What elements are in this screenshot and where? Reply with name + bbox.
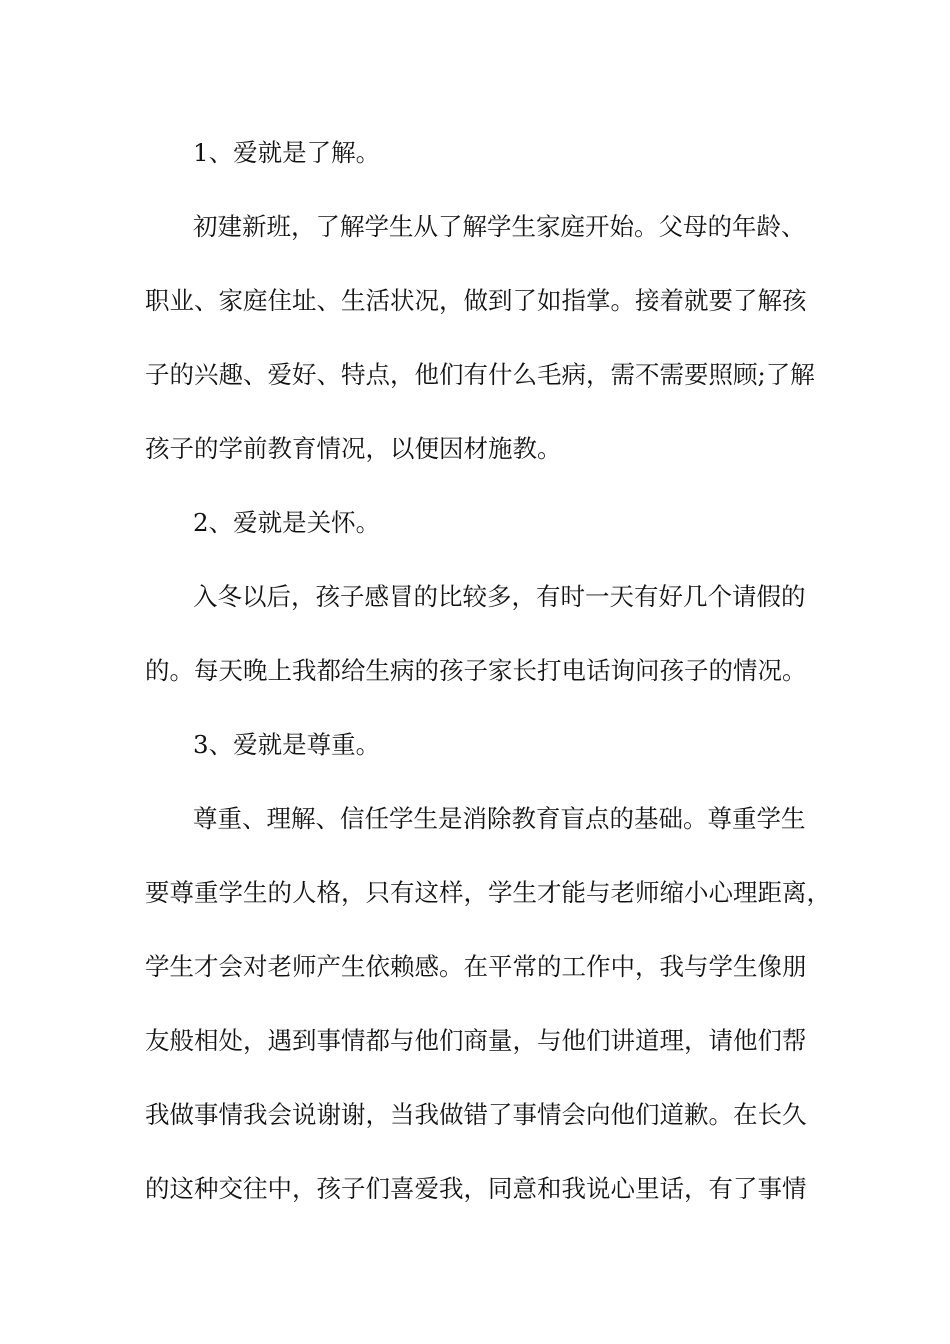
paragraph-1-line-2: 职业、家庭住址、生活状况，做到了如指掌。接着就要了解孩	[145, 286, 807, 315]
paragraph-1-line-3: 子的兴趣、爱好、特点，他们有什么毛病，需不需要照顾;了解	[145, 360, 815, 389]
paragraph-1-line-1: 初建新班，了解学生从了解学生家庭开始。父母的年龄、	[193, 212, 806, 241]
paragraph-2-line-1: 入冬以后，孩子感冒的比较多，有时一天有好几个请假的	[193, 582, 806, 611]
paragraph-3-line-2: 要尊重学生的人格，只有这样，学生才能与老师缩小心理距离，	[145, 878, 831, 907]
paragraph-2-line-2: 的。每天晚上我都给生病的孩子家长打电话询问孩子的情况。	[145, 656, 807, 685]
paragraph-3-line-4: 友般相处，遇到事情都与他们商量，与他们讲道理，请他们帮	[145, 1026, 807, 1055]
paragraph-3-line-3: 学生才会对老师产生依赖感。在平常的工作中，我与学生像朋	[145, 952, 807, 981]
heading-1: 1、爱就是了解。	[193, 138, 381, 167]
heading-3: 3、爱就是尊重。	[193, 730, 381, 759]
paragraph-1-line-4: 孩子的学前教育情况，以便因材施教。	[145, 434, 562, 463]
heading-2: 2、爱就是关怀。	[193, 508, 381, 537]
paragraph-3-line-6: 的这种交往中，孩子们喜爱我，同意和我说心里话，有了事情	[145, 1174, 807, 1203]
paragraph-3-line-5: 我做事情我会说谢谢，当我做错了事情会向他们道歉。在长久	[145, 1100, 807, 1129]
paragraph-3-line-1: 尊重、理解、信任学生是消除教育盲点的基础。尊重学生	[193, 804, 806, 833]
